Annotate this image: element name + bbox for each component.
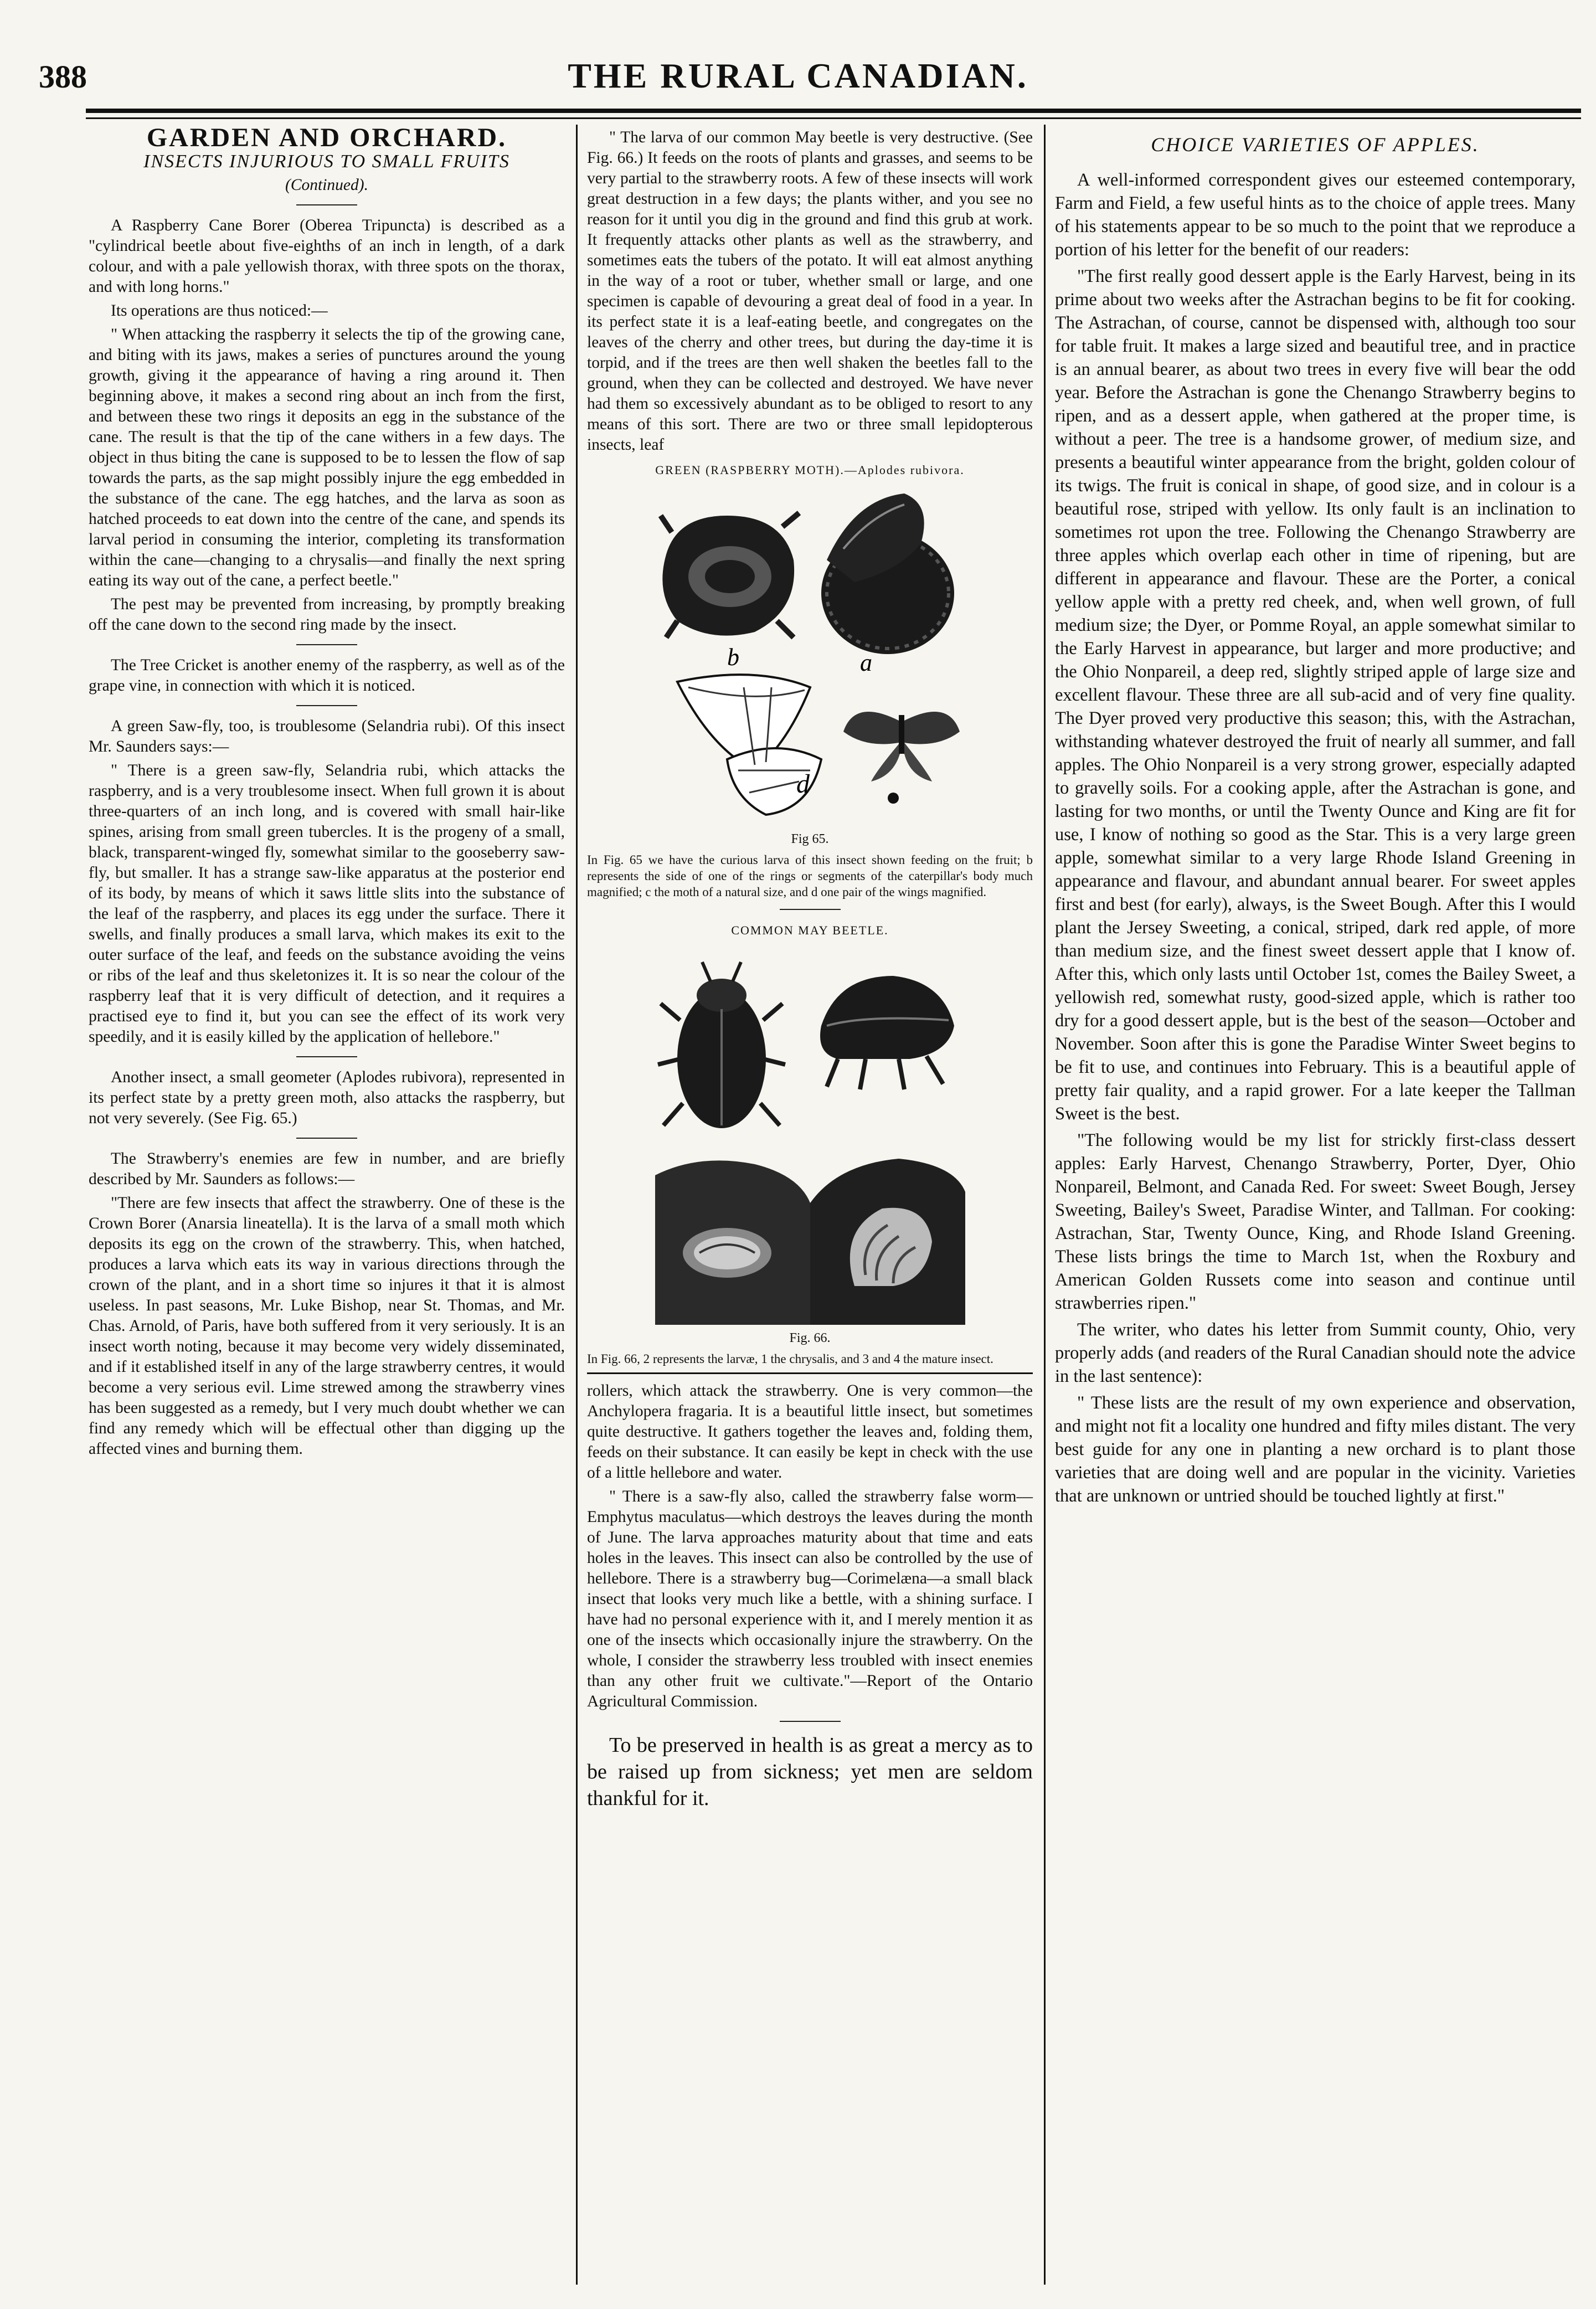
paragraph: rollers, which attack the strawberry. One is very common—the Anchylopera fragaria. It is a beautiful little insect, but sometimes quite destructive. It gathers together the leaves and, folding them, feeds on their substance. It can easily be kept in check with the use of a little hellebore and water. xyxy=(587,1382,1033,1482)
divider xyxy=(296,705,357,706)
fig66-larva-in-soil xyxy=(810,1159,965,1325)
column-rule-1 xyxy=(576,125,578,2285)
fig65-illustration xyxy=(644,482,976,826)
divider xyxy=(296,644,357,645)
paragraph: Its operations are thus noticed:— xyxy=(111,302,328,320)
divider xyxy=(296,204,357,205)
divider xyxy=(296,1056,357,1057)
paragraph: " There is a green saw-fly, Selandria rubi, which attacks the raspberry, and is a very troublesome insect. When full grown it is about three-quarters of an inch long, and is covered with small hair-like spines, arising from small green tubercles. It is the progeny of a small, black, transparent-winged fly, somewhat similar to the gooseberry saw-fly, but smaller. It has a strange saw-like apparatus at the posterior end of its body, by means of which it saws little slits into the substance of the leaf of the raspberry, and places its egg under the surface. There it swells, and finally produces a small larva, which makes its exit to the outer surface of the leaf, and feeds on the substance avoiding the veins or ribs of the leaf and thus skeletonizes it. It is so near the colour of the raspberry leaf that it is very difficult of detection, and it requires a practised eye to find it, but you can see the effect of its work very speedily, and it is easily killed by the application of hellebore." xyxy=(89,762,565,1046)
paragraph: Another insect, a small geometer (Aplodes rubivora), represented in its perfect state by a pretty green moth, also attacks the raspberry, but not very severely. (See Fig. 65.) xyxy=(89,1068,565,1127)
paragraph: A green Saw-fly, too, is troublesome (Selandria rubi). Of this insect Mr. Saunders says:— xyxy=(89,717,565,755)
fig66-illustration xyxy=(655,943,965,1325)
fig66-beetle-side xyxy=(820,976,954,1089)
closing-paragraph: To be preserved in health is as great a mercy as to be raised up from sickness; yet men are seldom thankful for it. xyxy=(587,1734,1033,1810)
paragraph: "There are few insects that affect the strawberry. One of these is the Crown Borer (Anarsia lineatella). It is the larva of a small moth which deposits its egg on the crown of the strawberry. This, when hatched, produces a larva which eats its way in various directions through the crown of the plant, and in a short time so injures it that it is almost useless. In past seasons, Mr. Luke Bishop, near St. Thomas, and Mr. Chas. Arnold, of Paris, have both suffered from it very seriously. It is an insect worth noting, because it may become very widely disseminated, and if it established itself in any of the large strawberry centres, it would become a very serious evil. Lime strewed among the strawberry vines has been suggested as a remedy, but I very much doubt whether we can find any remedy which will be effectual other than digging up the affected vines and burning them. xyxy=(89,1194,565,1458)
fig66-heading: COMMON MAY BEETLE. xyxy=(731,923,889,937)
column-apple-varieties xyxy=(1055,127,1576,1511)
column-garden-orchard xyxy=(89,123,565,1463)
fig66-chrysalis-in-soil xyxy=(655,1160,810,1325)
column-rule-2 xyxy=(1044,125,1046,2285)
paragraph: "The following would be my list for strickly first-class dessert apples: Early Harvest, Chenango Strawberry, Porter, Dyer, Ohio Nonpareil, Belmont, and Canada Red. For sweet: Sweet Bough, Jersey Sweeting, Bailey's Sweet, Paradise Winter, and Tallman. For cooking: Astrachan, Star, Twenty Ounce, King, and Rhode Island Greening. These lists brings the time to March 1st, when the Roxbury and American Golden Russets come into season and continue until strawberries ripen." xyxy=(1055,1130,1576,1313)
figure-divider xyxy=(587,1372,1033,1374)
article-title: CHOICE VARIETIES OF APPLES. xyxy=(1151,133,1480,156)
page-number: 388 xyxy=(39,59,87,95)
paragraph: " There is a saw-fly also, called the strawberry false worm—Emphytus maculatus—which destroys the leaves during the month of June. The larva approaches maturity about that time and eats holes in the leaves. This insect can also be controlled by the use of hellebore. There is a strawberry bug—Corimelæna—a small black insect that looks very much like a bettle, with a shining surface. I have had no personal experience with it, and I merely mention it as one of the insects which occasionally injure the strawberry. On the whole, I consider the strawberry less troubled with insect enemies than any other fruit we cultivate."—Report of the Ontario Agricultural Commission. xyxy=(587,1488,1033,1710)
fig65-caption: In Fig. 65 we have the curious larva of this insect shown feeding on the fruit; b represents the side of one of the rings or segments of the caterpillar's body much magnified; c the moth of a natural size, and d one pair of the wings magnified. xyxy=(587,853,1033,899)
paragraph: The pest may be prevented from increasing, by promptly breaking off the cane down to the second ring made by the insect. xyxy=(89,595,565,634)
header-rule-thick xyxy=(86,109,1581,113)
fig66-caption: In Fig. 66, 2 represents the larvæ, 1 the chrysalis, and 3 and 4 the mature insect. xyxy=(587,1352,993,1366)
fig65-moth xyxy=(843,712,960,804)
paragraph: " When attacking the raspberry it selects the tip of the growing cane, and biting with its jaws, makes a series of punctures around the young growth, giving it the appearance of having a ring around it. Then beginning above, it makes a second ring about an inch from the first, and between these two rings it deposits an egg in the substance of the cane. The result is that the tip of the cane withers in a few days. The object in thus biting the cane is supposed to be to lessen the flow of sap towards the parts, as the sap might possibly injure the egg embedded in the substance of the cane. The egg hatches, and the larva as soon as hatched proceeds to eat down into the centre of the cane, and spends its larval period in consuming the interior, completing its transformation within the cane—changing to a chrysalis—and finally the next spring eating its way out of the cane, a perfect beetle." xyxy=(89,326,565,589)
paragraph: " The larva of our common May beetle is very destructive. (See Fig. 66.) It feeds on the roots of plants and grasses, and seems to be very partial to the strawberry roots. A few of these insects will work great destruction in a few days; the plants wither, and you see no reason for it until you dig in the ground and find this grub at work. It frequently attacks other plants as well as the strawberry, and sometimes eats the tubers of the potato. It will eat almost anything in the way of a root or tuber, whether small or large, and one specimen is capable of devouring a great deal of food in a year. In its perfect state it is a leaf-eating beetle, and congregates on the leaves of the cherry and other trees, but during the day-time it is torpid, and if the trees are then well shaken the beetles fall to the ground, when they can be collected and destroyed. We have never had them so excessively abundant as to be obliged to resort to any means of this sort. There are two or three small lepidopterous insects, leaf xyxy=(587,128,1033,454)
paragraph: " These lists are the result of my own experience and observation, and might not fit a locality one hundred and fifty miles distant. The very best guide for any one in planting a new orchard is to plant those varieties that are doing well and are popular in the vicinity. Varieties that are unknown or untried should be touched lightly at first." xyxy=(1055,1393,1576,1506)
column-may-beetle xyxy=(587,127,1033,1815)
paragraph: The Tree Cricket is another enemy of the raspberry, as well as of the grape vine, in connection with which it is noticed. xyxy=(89,656,565,695)
paragraph: A well-informed correspondent gives our esteemed contemporary, Farm and Field, a few useful hints as to the choice of apple trees. Many of his statements appear to be so much to the point that we reproduce a portion of his letter for the benefit of our readers: xyxy=(1055,170,1576,260)
fig66-beetle-top xyxy=(658,962,785,1128)
paragraph: "The first really good dessert apple is the Early Harvest, being in its prime about two weeks after the Astrachan begins to be fit for cooking. The Astrachan, of course, cannot be dispensed with, although too sour for table fruit. It makes a large sized and beautiful tree, and in practice is an annual bearer, as about two trees in every five will bear the odd year. Before the Astrachan is gone the Chenango Strawberry begins to ripen, and as a dessert apple, when gathered at the proper time, is without a peer. The tree is a handsome grower, of medium size, and presents a beautiful winter appearance from the bright, golden colour of its twigs. The fruit is conical in shape, of good size, and in colour is a beautiful rose, striped with yellow. Its only fault is an inclination to sometimes rot upon the tree. Following the Chenango Strawberry are three apples which overlap each other in time of ripening, but are different in appearance and flavour. These are the Porter, a conical yellow apple with a pretty red cheek, and, when well grown, of full medium size; the Dyer, or Pomme Royal, an apple somewhat similar to the Early Harvest in appearance, but larger and more productive; and the Ohio Nonpareil, a deep red, slightly striped apple of large size and excellent flavour. These three are all sub-acid and of very fine quality. The Dyer proved very productive this season; this, with the Astrachan, withstanding whatever destroyed the fruit of nearly all summer, and fall apples. The Ohio Nonpareil is a very strong grower, especially adapted to gravelly soils. For a cooking apple, after the Astrachan is gone, and lasting for two months, or until the Twenty Ounce and King are fit for use, I know of nothing so good as the Star. This is a very large green apple, somewhat similar to a very large Rhode Island Greening in appearance and flavour, and abundant annual bearer. For sweet apples first and best (for early), always, is the Sweet Bough. After this I would plant the Jersey Sweeting, a conical, striped, dark red apple, of more than medium size, and the finest sweet dessert apple that I know of. After this, which only lasts until October 1st, comes the Bailey Sweet, a yellowish red, somewhat rusty, good-sized apple, which is rather too dry for a good dessert apple, but is the best of the season—October and November. Soon after this is gone the Paradise Winter Sweet begins to be fit to use, and continues into February. This is a beautiful apple of pretty fair quality, and a rapid grower. For a late keeper the Tallman Sweet is the best. xyxy=(1055,266,1576,1124)
paragraph: A Raspberry Cane Borer (Oberea Tripuncta) is described as a "cylindrical beetle about five-eighths of an inch in length, of a dark colour, and with a pale yellowish thorax, with three spots on the thorax, and with long horns." xyxy=(89,217,565,296)
fig65-letter-a: a xyxy=(859,649,872,676)
section-title: GARDEN AND ORCHARD. xyxy=(146,123,507,152)
masthead: THE RURAL CANADIAN. xyxy=(568,56,1028,95)
fig65-body-segment xyxy=(661,513,799,637)
divider xyxy=(780,909,841,910)
fig65-larva-on-fruit xyxy=(821,493,954,654)
divider xyxy=(780,1721,841,1722)
fig65-label: Fig 65. xyxy=(791,832,829,846)
fig65-letter-d: d xyxy=(796,769,810,799)
paragraph: The writer, who dates his letter from Summit county, Ohio, very properly adds (and readers of the Rural Canadian should note the advice in the last sentence): xyxy=(1055,1320,1576,1386)
header-rule-thin xyxy=(86,117,1581,119)
fig66-label: Fig. 66. xyxy=(789,1331,831,1345)
divider xyxy=(296,1138,357,1139)
section-subtitle: INSECTS INJURIOUS TO SMALL FRUITS xyxy=(143,151,510,172)
fig65-letter-b: b xyxy=(727,644,739,671)
continued-note: (Continued). xyxy=(285,176,368,194)
paragraph: The Strawberry's enemies are few in number, and are briefly described by Mr. Saunders as follows:— xyxy=(89,1150,565,1188)
fig65-heading: GREEN (RASPBERRY MOTH).—Aplodes rubivora. xyxy=(655,463,965,477)
